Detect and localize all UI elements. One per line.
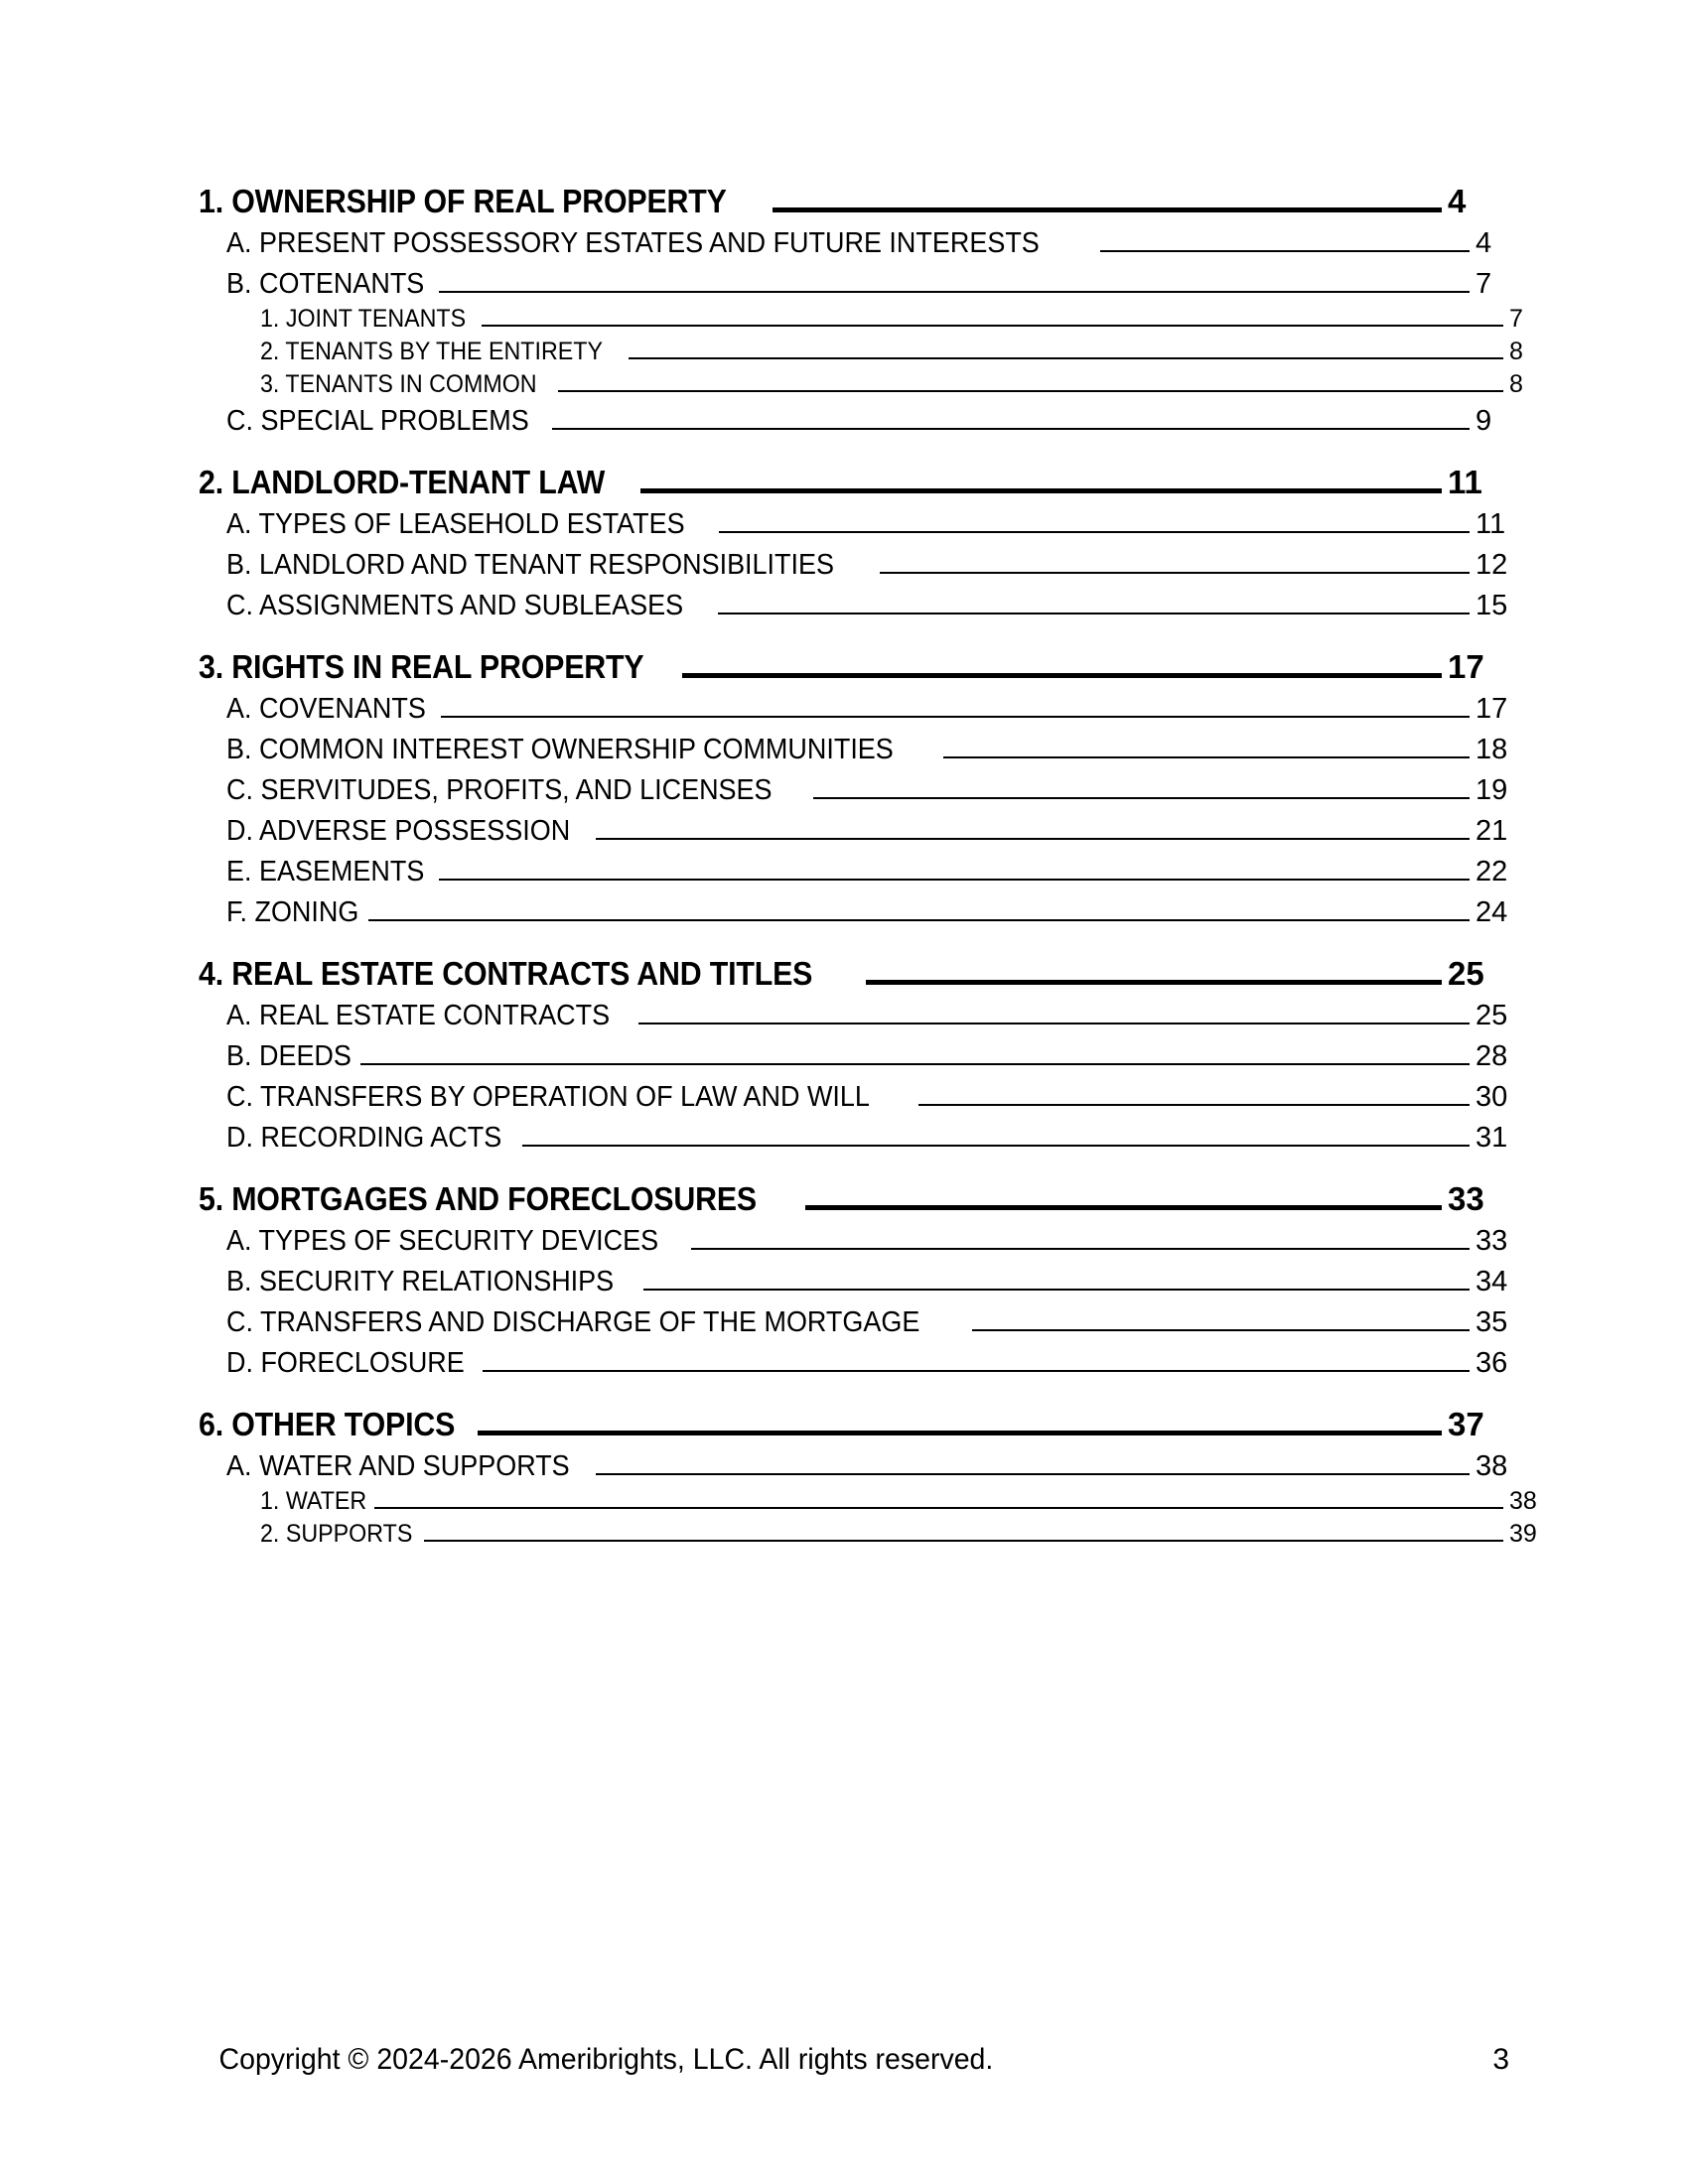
toc-entry-title: A. WATER AND SUPPORTS xyxy=(226,1450,570,1482)
toc-entry-title: 4. REAL ESTATE CONTRACTS AND TITLES xyxy=(199,955,813,992)
toc-entry[interactable] xyxy=(226,270,1527,299)
toc-entry-title: B. COTENANTS xyxy=(226,268,425,300)
page-footer xyxy=(199,2043,1509,2077)
toc-entry-page-number: 33 xyxy=(1448,1180,1484,1217)
toc-leader-line xyxy=(972,1329,1470,1331)
toc-entry[interactable] xyxy=(226,858,1527,887)
toc-entry-title: A. PRESENT POSSESSORY ESTATES AND FUTURE INTERESTS xyxy=(226,227,1040,259)
toc-entry-page-number: 7 xyxy=(1509,305,1523,333)
toc-leader-line xyxy=(880,572,1470,574)
toc-entry[interactable] xyxy=(226,736,1527,764)
toc-entry-title: D. ADVERSE POSSESSION xyxy=(226,815,571,847)
toc-entry-title: B. COMMON INTEREST OWNERSHIP COMMUNITIES xyxy=(226,734,894,765)
toc-entry-title: C. SPECIAL PROBLEMS xyxy=(226,405,529,437)
toc-entry-page-number: 8 xyxy=(1509,338,1523,365)
toc-entry[interactable] xyxy=(226,776,1527,805)
toc-entry[interactable] xyxy=(260,340,1561,364)
toc-entry-title: A. TYPES OF SECURITY DEVICES xyxy=(226,1225,659,1257)
toc-entry[interactable] xyxy=(226,1308,1527,1337)
toc-leader-line xyxy=(368,919,1470,921)
toc-entry-title: 1. JOINT TENANTS xyxy=(260,305,467,333)
toc-entry-title: C. SERVITUDES, PROFITS, AND LICENSES xyxy=(226,774,773,806)
toc-entry-title: B. SECURITY RELATIONSHIPS xyxy=(226,1266,615,1297)
toc-entry-page-number: 9 xyxy=(1476,405,1492,437)
toc-entry[interactable] xyxy=(226,1002,1527,1030)
toc-entry-title: A. REAL ESTATE CONTRACTS xyxy=(226,1000,611,1031)
toc-leader-line xyxy=(558,390,1503,392)
toc-leader-line xyxy=(813,797,1470,799)
toc-leader-line xyxy=(596,1473,1470,1475)
toc-entry-page-number: 35 xyxy=(1476,1306,1508,1338)
toc-entry-page-number: 25 xyxy=(1448,955,1484,992)
toc-entry-page-number: 12 xyxy=(1476,549,1508,581)
toc-entry-title: D. FORECLOSURE xyxy=(226,1347,465,1379)
toc-entry[interactable] xyxy=(226,817,1527,846)
toc-entry-title: A. TYPES OF LEASEHOLD ESTATES xyxy=(226,508,685,540)
toc-entry-page-number: 17 xyxy=(1448,648,1484,685)
toc-entry[interactable] xyxy=(226,1124,1527,1153)
toc-entry-page-number: 21 xyxy=(1476,815,1508,847)
toc-entry-title: 6. OTHER TOPICS xyxy=(199,1406,456,1442)
toc-entry-title: 1. WATER xyxy=(260,1487,367,1515)
toc-entry-page-number: 4 xyxy=(1448,183,1467,219)
toc-leader-line xyxy=(439,879,1470,881)
toc-entry-title: 1. OWNERSHIP OF REAL PROPERTY xyxy=(199,183,727,219)
toc-entry-page-number: 39 xyxy=(1509,1520,1537,1548)
toc-leader-line xyxy=(638,1023,1470,1024)
toc-entry[interactable] xyxy=(226,898,1527,927)
toc-entry-title: 2. TENANTS BY THE ENTIRETY xyxy=(260,338,603,365)
toc-entry[interactable] xyxy=(260,307,1561,332)
toc-leader-line xyxy=(691,1248,1470,1250)
toc-entry[interactable] xyxy=(226,1268,1527,1297)
toc-entry[interactable] xyxy=(199,650,1499,683)
toc-leader-line xyxy=(918,1104,1470,1106)
toc-entry-title: 3. RIGHTS IN REAL PROPERTY xyxy=(199,648,644,685)
toc-entry-title: B. LANDLORD AND TENANT RESPONSIBILITIES xyxy=(226,549,834,581)
toc-entry-page-number: 11 xyxy=(1476,508,1506,540)
toc-leader-line xyxy=(483,1370,1470,1372)
toc-entry-page-number: 18 xyxy=(1476,734,1508,765)
toc-entry-page-number: 15 xyxy=(1476,590,1508,621)
toc-entry-title: B. DEEDS xyxy=(226,1040,352,1072)
toc-entry[interactable] xyxy=(199,185,1499,217)
toc-entry[interactable] xyxy=(226,551,1527,580)
toc-leader-line xyxy=(629,357,1503,359)
toc-leader-line xyxy=(719,531,1470,533)
toc-leader-line xyxy=(773,207,1442,212)
toc-leader-line xyxy=(866,980,1442,985)
toc-entry-page-number: 17 xyxy=(1476,693,1508,725)
toc-entry-page-number: 30 xyxy=(1476,1081,1508,1113)
toc-leader-line xyxy=(805,1205,1442,1210)
toc-leader-line xyxy=(424,1540,1503,1542)
toc-entry-page-number: 4 xyxy=(1476,227,1492,259)
toc-entry[interactable] xyxy=(226,695,1527,724)
toc-entry[interactable] xyxy=(199,957,1499,990)
toc-entry[interactable] xyxy=(199,466,1499,498)
toc-entry-title: E. EASEMENTS xyxy=(226,856,425,887)
toc-entry-title: C. ASSIGNMENTS AND SUBLEASES xyxy=(226,590,684,621)
table-of-contents xyxy=(199,183,1537,1548)
toc-leader-line xyxy=(1100,250,1470,252)
toc-entry-title: A. COVENANTS xyxy=(226,693,426,725)
toc-entry-title: D. RECORDING ACTS xyxy=(226,1122,502,1154)
toc-entry[interactable] xyxy=(226,407,1527,436)
toc-leader-line xyxy=(439,291,1470,293)
toc-leader-line xyxy=(441,716,1470,718)
toc-entry-page-number: 8 xyxy=(1509,370,1523,398)
toc-leader-line xyxy=(360,1063,1470,1065)
toc-entry[interactable] xyxy=(199,1182,1499,1215)
toc-entry-title: 5. MORTGAGES AND FORECLOSURES xyxy=(199,1180,757,1217)
toc-entry-page-number: 33 xyxy=(1476,1225,1508,1257)
toc-entry[interactable] xyxy=(260,1522,1561,1547)
toc-entry-title: 2. SUPPORTS xyxy=(260,1520,413,1548)
toc-entry-page-number: 31 xyxy=(1476,1122,1508,1154)
toc-entry[interactable] xyxy=(260,372,1561,397)
toc-leader-line xyxy=(643,1289,1470,1291)
footer-page-number: 3 xyxy=(1492,2043,1509,2076)
toc-leader-line xyxy=(478,1431,1442,1435)
toc-entry[interactable] xyxy=(226,510,1527,539)
toc-leader-line xyxy=(552,428,1470,430)
toc-entry[interactable] xyxy=(226,1042,1527,1071)
toc-entry-page-number: 38 xyxy=(1476,1450,1508,1482)
toc-entry[interactable] xyxy=(260,1489,1561,1514)
toc-entry-page-number: 25 xyxy=(1476,1000,1508,1031)
toc-entry[interactable] xyxy=(226,1349,1527,1378)
toc-entry-title: 3. TENANTS IN COMMON xyxy=(260,370,537,398)
toc-entry[interactable] xyxy=(226,1083,1527,1112)
toc-leader-line xyxy=(943,756,1470,758)
toc-leader-line xyxy=(682,673,1442,678)
toc-entry[interactable] xyxy=(199,1408,1499,1440)
toc-entry-title: C. TRANSFERS BY OPERATION OF LAW AND WILL xyxy=(226,1081,870,1113)
copyright-notice: Copyright © 2024-2026 Ameribrights, LLC. All rights reserved. xyxy=(218,2043,994,2076)
toc-leader-line xyxy=(596,838,1470,840)
toc-leader-line xyxy=(374,1507,1503,1509)
toc-entry[interactable] xyxy=(226,1452,1527,1481)
toc-entry-page-number: 34 xyxy=(1476,1266,1508,1297)
toc-entry-title: F. ZONING xyxy=(226,896,359,928)
toc-entry-page-number: 38 xyxy=(1509,1487,1537,1515)
toc-entry-page-number: 7 xyxy=(1476,268,1492,300)
toc-entry-page-number: 11 xyxy=(1448,464,1482,500)
toc-leader-line xyxy=(522,1145,1470,1147)
toc-entry-page-number: 36 xyxy=(1476,1347,1508,1379)
toc-leader-line xyxy=(482,325,1503,327)
toc-entry[interactable] xyxy=(226,229,1527,258)
toc-entry-title: C. TRANSFERS AND DISCHARGE OF THE MORTGAGE xyxy=(226,1306,920,1338)
toc-entry-page-number: 19 xyxy=(1476,774,1508,806)
toc-entry-page-number: 24 xyxy=(1476,896,1508,928)
toc-entry-page-number: 28 xyxy=(1476,1040,1508,1072)
toc-entry[interactable] xyxy=(226,1227,1527,1256)
toc-leader-line xyxy=(640,488,1442,493)
toc-leader-line xyxy=(718,613,1470,614)
toc-entry-title: 2. LANDLORD-TENANT LAW xyxy=(199,464,606,500)
toc-entry[interactable] xyxy=(226,592,1527,620)
toc-entry-page-number: 37 xyxy=(1448,1406,1484,1442)
toc-entry-page-number: 22 xyxy=(1476,856,1508,887)
